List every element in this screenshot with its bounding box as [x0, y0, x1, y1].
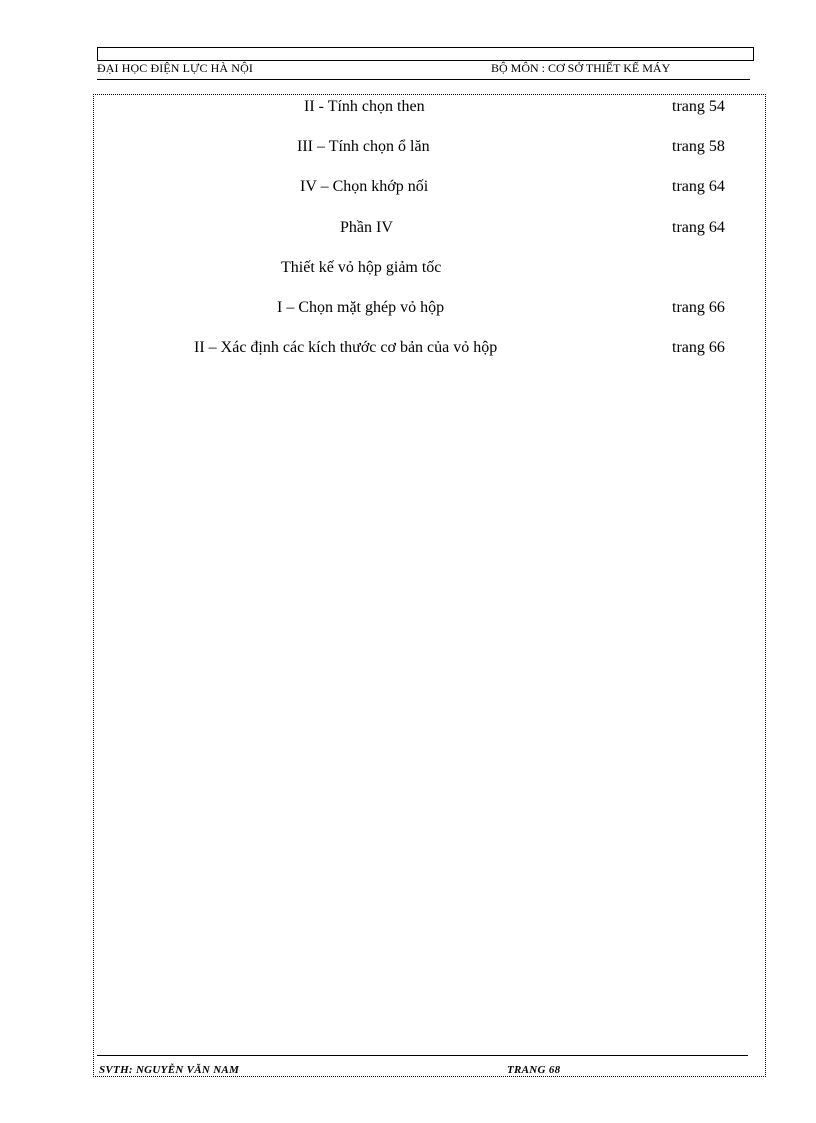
footer-student: SVTH: NGUYỄN VĂN NAM [99, 1064, 240, 1076]
header-university: ĐẠI HỌC ĐIỆN LỰC HÀ NỘI [97, 61, 253, 75]
toc-item-title: II – Xác định các kích thước cơ bản của vỏ hộp [194, 339, 498, 356]
content-frame [93, 94, 766, 1077]
toc-item-title: III – Tính chọn ổ lăn [297, 138, 430, 155]
toc-item-page: trang 64 [672, 178, 725, 195]
toc-item-title: IV – Chọn khớp nối [300, 178, 429, 195]
toc-item-title: II - Tính chọn then [304, 98, 425, 115]
header-divider [97, 79, 750, 80]
toc-item-title: I – Chọn mặt ghép vỏ hộp [277, 299, 445, 316]
header-department: BỘ MÔN : CƠ SỞ THIẾT KẾ MÁY [491, 61, 671, 75]
page-header [97, 61, 722, 79]
toc-section-title: Phần IV [340, 219, 393, 236]
toc-item-page: trang 54 [672, 98, 725, 115]
toc-section-subtitle: Thiết kế vỏ hộp giảm tốc [281, 259, 442, 276]
toc-item-page: trang 66 [672, 339, 725, 356]
footer-page-number: TRANG 68 [507, 1064, 561, 1076]
header-box [97, 47, 754, 61]
footer-divider [97, 1055, 748, 1056]
toc-item-page: trang 64 [672, 219, 725, 236]
toc-item-page: trang 58 [672, 138, 725, 155]
toc-item-page: trang 66 [672, 299, 725, 316]
